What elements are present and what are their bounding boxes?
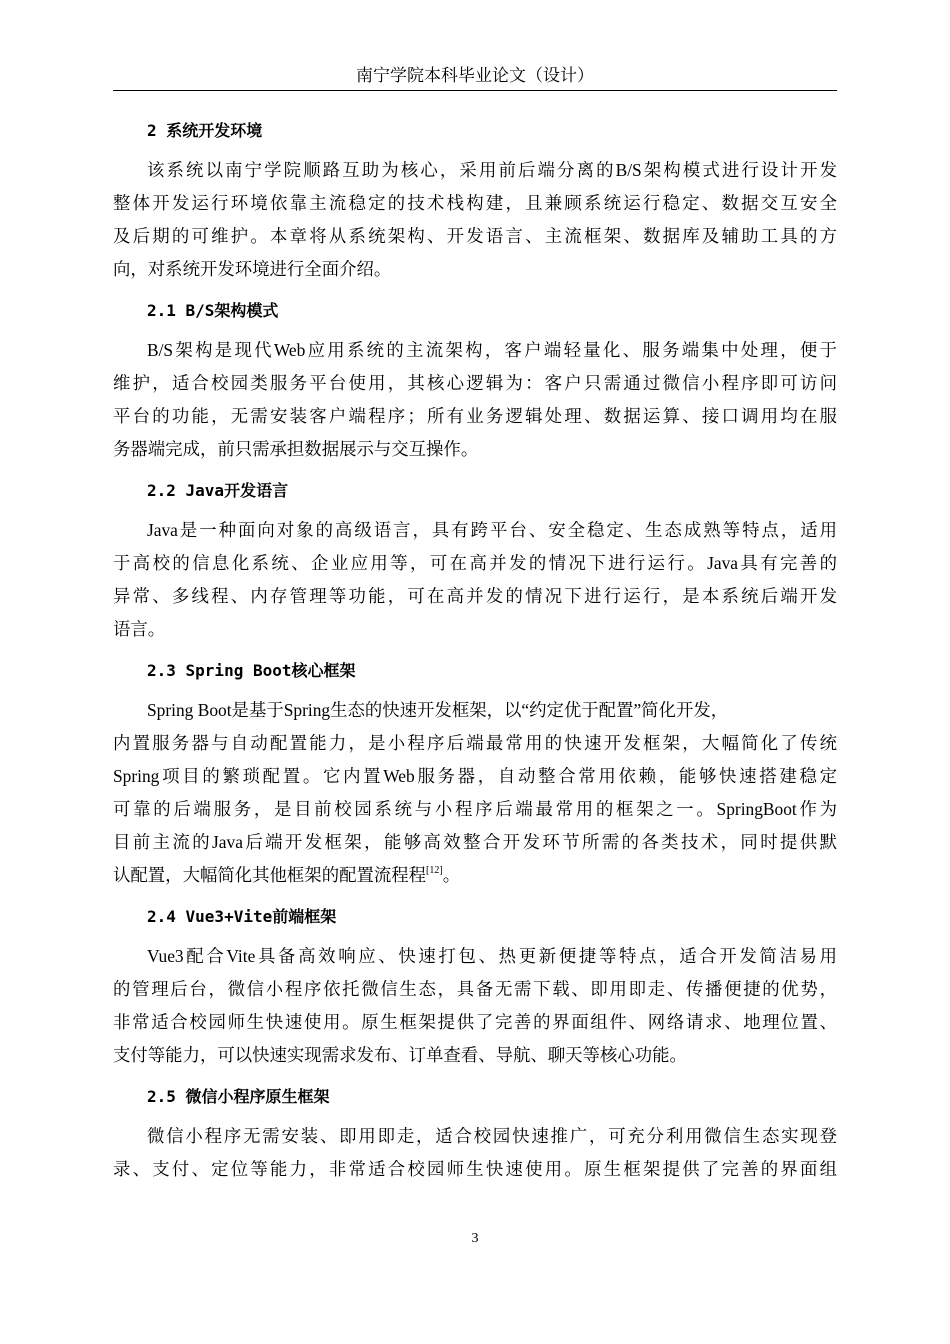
paragraph <box>113 694 837 892</box>
paragraph <box>113 1120 837 1186</box>
text-line: 异常、多线程、内存管理等功能，可在高并发的情况下进行运行，是本系统后端开发 <box>113 586 837 606</box>
section <box>113 653 837 892</box>
paragraph <box>113 334 837 466</box>
text-line <box>113 859 837 892</box>
text-line-end: 。 <box>442 865 461 885</box>
text-line: 目前主流的Java后端开发框架，能够高效整合开发环节所需的各类技术，同时提供默 <box>113 832 837 852</box>
text-line: 该系统以南宁学院顺路互助为核心，采用前后端分离的B/S架构模式进行设计开发 <box>147 160 837 180</box>
section-heading: 2.4 Vue3+Vite前端框架 <box>147 907 337 926</box>
section <box>113 293 837 466</box>
text-line: 向，对系统开发环境进行全面介绍。 <box>113 259 392 279</box>
page-number: 3 <box>471 1231 479 1246</box>
text-line: 支付等能力，可以快速实现需求发布、订单查看、导航、聊天等核心功能。 <box>113 1045 687 1065</box>
text-line: 微信小程序无需安装、即用即走，适合校园快速推广，可充分利用微信生态实现登 <box>147 1126 837 1146</box>
paragraph <box>113 154 837 286</box>
section <box>113 113 837 286</box>
text-line: 及后期的可维护。本章将从系统架构、开发语言、主流框架、数据库及辅助工具的方 <box>113 226 837 246</box>
text-line: 录、支付、定位等能力，非常适合校园师生快速使用。原生框架提供了完善的界面组 <box>113 1159 837 1179</box>
text-line: 务器端完成，前只需承担数据展示与交互操作。 <box>113 439 479 459</box>
text-line: 非常适合校园师生快速使用。原生框架提供了完善的界面组件、网络请求、地理位置、 <box>113 1012 837 1032</box>
section-heading: 2 系统开发环境 <box>147 121 263 140</box>
text-line: 可靠的后端服务，是目前校园系统与小程序后端最常用的框架之一。SpringBoot作为 <box>113 799 837 819</box>
document-body <box>113 113 837 1193</box>
text-line: 维护，适合校园类服务平台使用，其核心逻辑为：客户只需通过微信小程序即可访问 <box>113 373 837 393</box>
text-line: Spring Boot是基于Spring生态的快速开发框架，以“约定优于配置”简化开发， <box>147 700 729 720</box>
text-line-content: 认配置，大幅简化其他框架的配置流程程 <box>113 865 427 885</box>
text-line: 内置服务器与自动配置能力，是小程序后端最常用的快速开发框架，大幅简化了传统 <box>113 733 837 753</box>
text-line: 的管理后台，微信小程序依托微信生态，具备无需下载、即用即走、传播便捷的优势， <box>113 979 837 999</box>
text-line: Spring项目的繁琐配置。它内置Web服务器，自动整合常用依赖，能够快速搭建稳定 <box>113 766 837 786</box>
text-line: 整体开发运行环境依靠主流稳定的技术栈构建，且兼顾系统运行稳定、数据交互安全 <box>113 193 837 213</box>
section-heading: 2.1 B/S架构模式 <box>147 301 279 320</box>
text-line: Java是一种面向对象的高级语言，具有跨平台、安全稳定、生态成熟等特点，适用 <box>147 520 837 540</box>
text-line: 语言。 <box>113 619 166 639</box>
text-line: Vue3配合Vite具备高效响应、快速打包、热更新便捷等特点，适合开发简洁易用 <box>147 946 837 966</box>
citation-reference: [12] <box>426 865 443 876</box>
section-heading: 2.2 Java开发语言 <box>147 481 289 500</box>
text-line: B/S架构是现代Web应用系统的主流架构，客户端轻量化、服务端集中处理，便于 <box>147 340 837 360</box>
page-header: 南宁学院本科毕业论文（设计） <box>113 63 837 91</box>
section <box>113 899 837 1072</box>
text-line: 平台的功能，无需安装客户端程序；所有业务逻辑处理、数据运算、接口调用均在服 <box>113 406 837 426</box>
section-heading: 2.3 Spring Boot核心框架 <box>147 661 356 680</box>
text-line: 于高校的信息化系统、企业应用等，可在高并发的情况下进行运行。Java具有完善的 <box>113 553 837 573</box>
paragraph <box>113 514 837 646</box>
section-heading: 2.5 微信小程序原生框架 <box>147 1087 330 1106</box>
section <box>113 1079 837 1186</box>
section <box>113 473 837 646</box>
paragraph <box>113 940 837 1072</box>
